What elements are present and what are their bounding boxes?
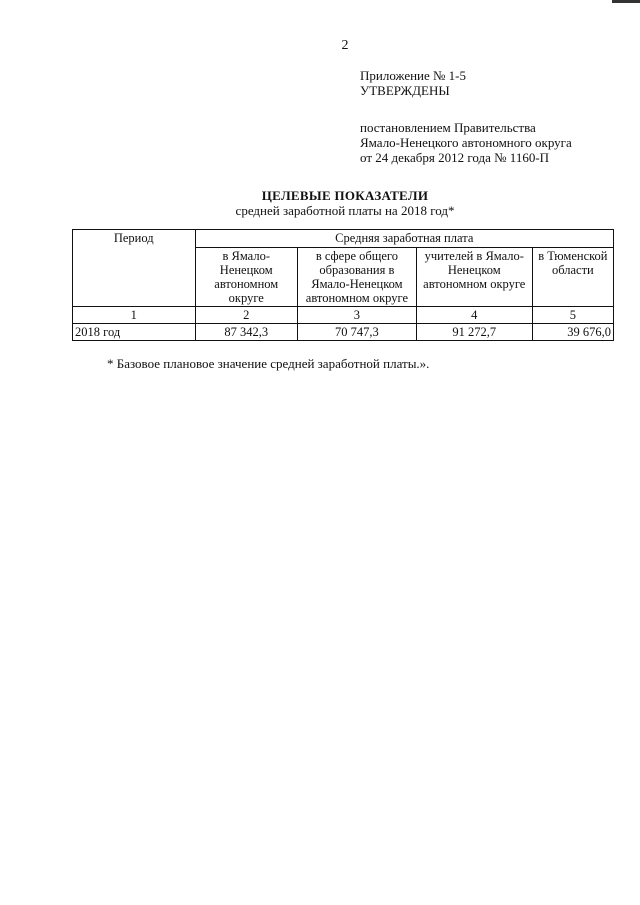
column-number: 4: [416, 307, 532, 324]
yanao-header: в Ямало-Ненецком автономном округе: [195, 248, 297, 307]
teachers-value: 91 272,7: [416, 324, 532, 341]
column-number: 1: [73, 307, 196, 324]
period-cell: 2018 год: [73, 324, 196, 341]
salary-targets-table: [72, 229, 614, 341]
tyumen-header: в Тюменской области: [532, 248, 613, 307]
column-numbers-row: [73, 307, 614, 324]
table-row: [73, 324, 614, 341]
scan-edge-mark: [612, 0, 640, 3]
page-number: 2: [341, 38, 349, 53]
footnote: * Базовое плановое значение средней заработной платы.».: [107, 356, 430, 371]
date-line: от 24 декабря 2012 года № 1160-П: [360, 150, 550, 165]
average-salary-header: Средняя заработная плата: [195, 230, 614, 248]
period-header: Период: [73, 230, 196, 307]
yanao-value: 87 342,3: [195, 324, 297, 341]
resolution-line: постановлением Правительства: [360, 120, 536, 135]
general-education-value: 70 747,3: [297, 324, 416, 341]
region-line: Ямало-Ненецкого автономного округа: [360, 135, 572, 150]
document-subtitle: средней заработной платы на 2018 год*: [235, 203, 455, 218]
appendix-approval-block: [360, 68, 572, 165]
approved-label: УТВЕРЖДЕНЫ: [360, 83, 450, 98]
column-number: 5: [532, 307, 613, 324]
document-title: ЦЕЛЕВЫЕ ПОКАЗАТЕЛИ: [261, 188, 429, 203]
general-education-header: в сфере общего образования в Ямало-Ненецком автономном округе: [297, 248, 416, 307]
appendix-number: Приложение № 1-5: [360, 68, 467, 83]
tyumen-value: 39 676,0: [532, 324, 613, 341]
column-number: 3: [297, 307, 416, 324]
column-number: 2: [195, 307, 297, 324]
teachers-header: учителей в Ямало-Ненецком автономном округе: [416, 248, 532, 307]
